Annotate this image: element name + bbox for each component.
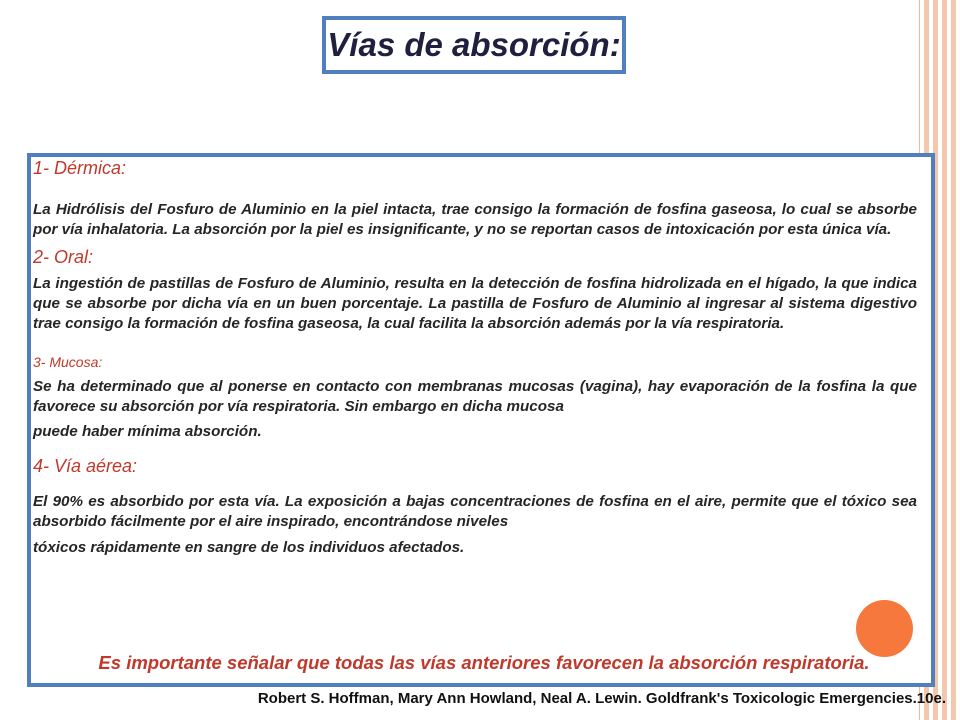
section-text-oral: La ingestión de pastillas de Fosfuro de Aluminio, resulta en la detección de fosfina hidrolizada en el hígado, la que indica que se absorbe por dicha vía en un buen porcentaje. La pastilla de Fosfuro de Aluminio al ingresar al sistema digestivo trae consigo la formación de fosfina gaseosa, la cual facilita la absorción además por la vía respiratoria. (33, 275, 917, 332)
section-text-via-aerea: El 90% es absorbido por esta vía. La exposición a bajas concentraciones de fosfina en el aire, permite que el tóxico sea absorbido fácilmente por el aire inspirado, encontrándose niveles (33, 493, 917, 530)
section-text-dermica: La Hidrólisis del Fosfuro de Aluminio en la piel intacta, trae consigo la formación de fosfina gaseosa, lo cual se absorbe por vía inhalatoria. La absorción por la piel es insignificante, y no se reportan casos de intoxicación por esta única vía. (33, 201, 917, 238)
section-heading-via-aerea: 4- Vía aérea: (33, 456, 138, 476)
section-heading-oral: 2- Oral: (33, 247, 94, 267)
conclusion-text: Es importante señalar que todas las vías anteriores favorecen la absorción respiratoria. (98, 652, 870, 673)
content-area (33, 158, 917, 558)
section-heading-mucosa: 3- Mucosa: (33, 354, 103, 370)
section-text-via-aerea-2: tóxicos rápidamente en sangre de los individuos afectados. (33, 539, 465, 556)
slide-title: Vías de absorción: (327, 26, 621, 63)
section-text-mucosa-2: puede haber mínima absorción. (33, 423, 262, 440)
section-heading-dermica: 1- Dérmica: (33, 158, 127, 178)
title-box (322, 16, 626, 74)
section-text-mucosa: Se ha determinado que al ponerse en contacto con membranas mucosas (vagina), hay evaporación de la fosfina la que favorece su absorción por vía respiratoria. Sin embargo en dicha mucosa (33, 378, 917, 415)
decorative-circle (856, 600, 913, 657)
citation-text: Robert S. Hoffman, Mary Ann Howland, Neal A. Lewin. Goldfrank's Toxicologic Emergencies.10e. (257, 690, 946, 707)
